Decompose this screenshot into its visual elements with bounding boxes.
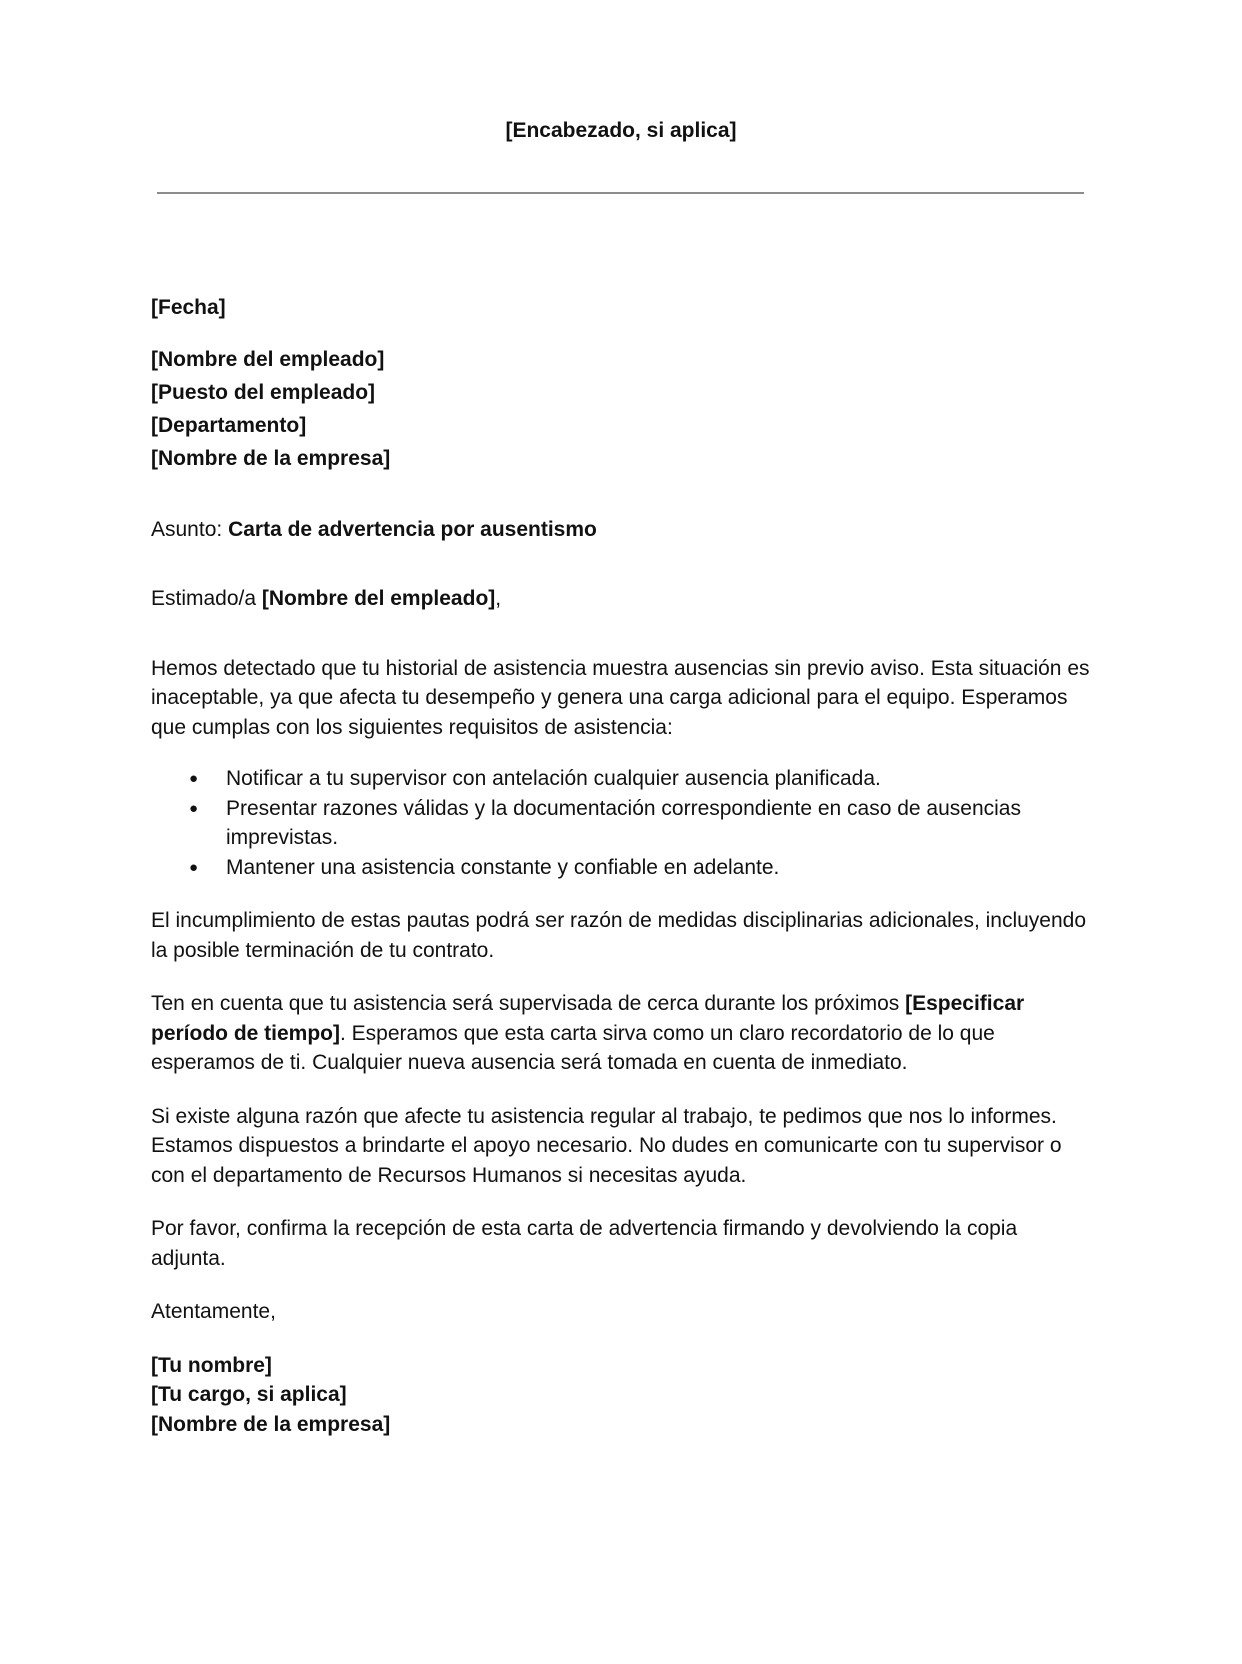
recipient-name: [Nombre del empleado] — [151, 347, 385, 371]
requirement-text: Mantener una asistencia constante y confiable en adelante. — [226, 855, 780, 879]
greeting-name: [Nombre del empleado] — [261, 587, 496, 610]
subject-text: Carta de advertencia por ausentismo — [228, 517, 597, 541]
subject-label: Asunto: — [151, 517, 229, 541]
paragraph-intro: Hemos detectado que tu historial de asistencia muestra ausencias sin previo aviso. Esta situación es inaceptable, ya que afecta tu desempeño y genera una carga adicional para el equipo. Esperamos que cumplas con los siguientes requisitos de asistencia: — [151, 656, 1090, 739]
greeting-line — [151, 584, 1091, 614]
period-placeholder: [Especificar período de tiempo] — [151, 992, 1025, 1045]
letter-date: [Fecha] — [151, 296, 226, 319]
list-item — [151, 794, 1091, 853]
bullet-icon: ● — [189, 770, 199, 787]
supervision-text-end: . Esperamos que esta carta sirva como un claro recordatorio de lo que esperamos de ti. Cualquier nueva ausencia será tomada en cuenta de inmediato. — [151, 1021, 995, 1074]
bullet-icon: ● — [189, 799, 199, 817]
page-header: [Encabezado, si aplica] — [505, 119, 737, 142]
paragraph-confirmation: Por favor, confirma la recepción de esta carta de advertencia firmando y devolviendo la copia adjunta. — [151, 1217, 1018, 1270]
greeting-suffix: , — [495, 587, 502, 610]
subject-line — [151, 515, 1091, 545]
signature-block — [151, 1351, 1091, 1440]
list-item — [151, 764, 1091, 794]
list-item — [151, 853, 1091, 883]
requirement-text: Presentar razones válidas y la documentación correspondiente en caso de ausencias imprevistas. — [226, 796, 1021, 849]
requirement-text: Notificar a tu supervisor con antelación cualquier ausencia planificada. — [226, 767, 881, 790]
recipient-block — [151, 343, 1091, 475]
recipient-position: [Puesto del empleado] — [151, 380, 376, 404]
letter-body — [151, 293, 1091, 1439]
signer-name: [Tu nombre] — [151, 1353, 272, 1377]
bullet-icon: ● — [189, 858, 199, 876]
header-divider — [157, 192, 1084, 194]
paragraph-consequences: El incumplimiento de estas pautas podrá ser razón de medidas disciplinarias adicionales, incluyendo la posible terminación de tu contrato. — [151, 909, 1087, 962]
signer-company: [Nombre de la empresa] — [151, 1412, 391, 1436]
recipient-department: [Departamento] — [151, 413, 307, 437]
signer-title: [Tu cargo, si aplica] — [151, 1383, 347, 1406]
supervision-text-start: Ten en cuenta que tu asistencia será supervisada de cerca durante los próximos — [151, 992, 906, 1015]
greeting-prefix: Estimado/a — [151, 587, 262, 610]
requirements-list — [151, 764, 1091, 882]
recipient-company: [Nombre de la empresa] — [151, 446, 391, 470]
closing: Atentamente, — [151, 1300, 276, 1323]
paragraph-support: Si existe alguna razón que afecte tu asistencia regular al trabajo, te pedimos que nos lo informes. Estamos dispuestos a brindarte el apoyo necesario. No dudes en comunicarte con tu supervisor o con el departamento de Recursos Humanos si necesitas ayuda. — [151, 1104, 1062, 1187]
paragraph-supervision — [151, 989, 1091, 1078]
